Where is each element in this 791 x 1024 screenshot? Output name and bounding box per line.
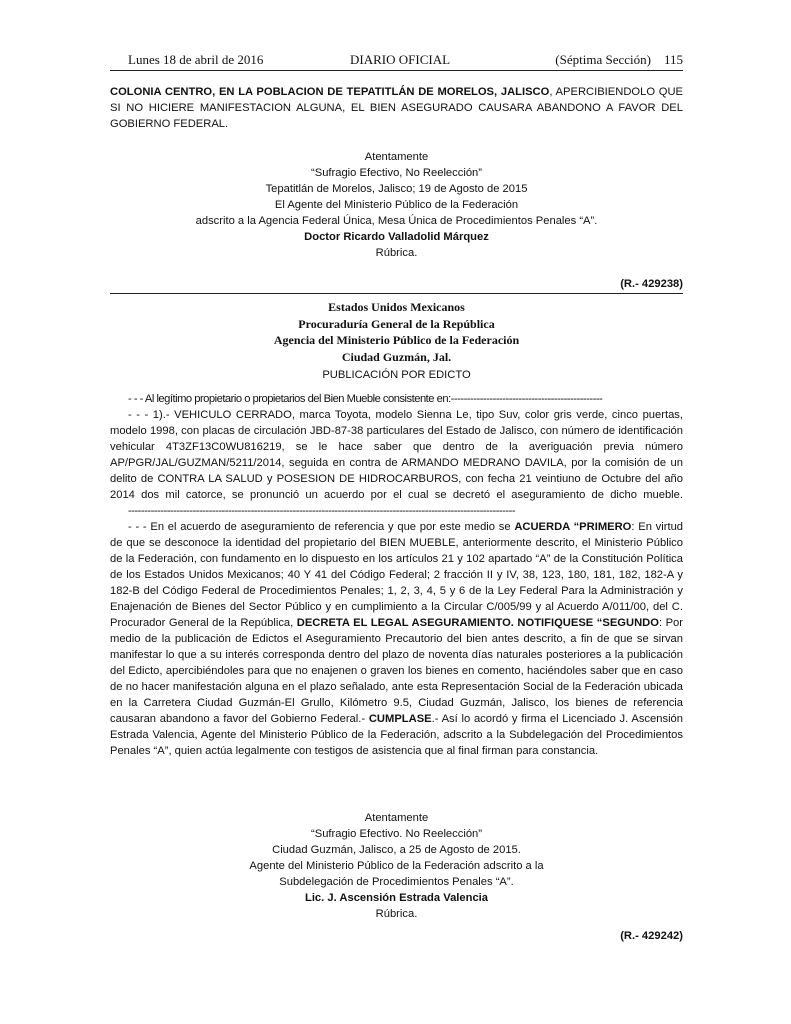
notice1-opening-bold: COLONIA CENTRO, EN LA POBLACION DE TEPATITLÁN DE MORELOS, JALISCO	[110, 86, 550, 98]
notice1-reference: (R.- 429238)	[620, 278, 683, 290]
notice2-heading-line: Procuraduría General de la República	[298, 316, 495, 331]
notice2-reference: (R.- 429242)	[620, 930, 683, 942]
para3-bold: CUMPLASE	[368, 713, 432, 725]
notice2-sign-line: Subdelegación de Procedimientos Penales “A”.	[279, 876, 514, 888]
notice2-rubrica: Rúbrica.	[375, 908, 418, 920]
notice1-sign-line: “Sufragio Efectivo, No Reelección”	[311, 167, 482, 179]
header-paper-name: DIARIO OFICIAL	[350, 52, 451, 67]
notice1-sign-line: Atentamente	[364, 151, 429, 163]
notice2-heading	[110, 299, 683, 365]
notice2-sign-line: “Sufragio Efectivo. No Reelección”	[311, 828, 482, 840]
para3-bold: DECRETA EL LEGAL ASEGURAMIENTO. NOTIFIQUESE “SEGUNDO	[296, 617, 659, 629]
notice2-para1: - - - Al legítimo propietario o propietarios del Bien Mueble consistente en:-----------------------------------------------	[128, 393, 603, 405]
notice1-rubrica: Rúbrica.	[375, 247, 418, 259]
notice2-para3	[110, 519, 683, 759]
notice1-sign-line: El Agente del Ministerio Público de la Federación	[274, 199, 519, 211]
notice2-heading-line: Estados Unidos Mexicanos	[328, 300, 465, 314]
para3-text: .- Así lo acordó y firma el Licenciado J. Ascensión Estrada Valencia, Agente del Ministerio Público de la Federación, adscrito a la Subdelegación del Procedimientos Penales “A”, quien actúa legalmente con testigos de asistencia que al final firman para constancia.	[110, 713, 683, 757]
notice1-signature	[110, 149, 683, 261]
para3-text: : En virtud de que se desconoce la identidad del propietario del BIEN MUEBLE, anteriormente descrito, el Ministerio Público de la Federación, con fundamento en lo dispuesto en los artículos 21 y 102 apartado “A” de la Constitución Política de los Estados Unidos Mexicanos; 40 Y 41 del Código Federal; 2 fracción II y IV, 38, 123, 180, 181, 182, 182-A y 182-B del Código Federal de Procedimientos Penales; 1, 2, 3, 4, 5 y 6 de la Ley Federal Para la Administración y Enajenación de Bienes del Sector Público y en cumplimiento a la Circular C/005/99 y al Acuerdo A/011/00, del C. Procurador General de la República,	[110, 521, 684, 629]
notice2-sign-line: Ciudad Guzmán, Jalisco, a 25 de Agosto de 2015.	[272, 844, 521, 856]
notice2-heading-line: Ciudad Guzmán, Jal.	[341, 349, 452, 364]
notice1-opening	[110, 84, 683, 132]
notice2-heading-line: Agencia del Ministerio Público de la Federación	[273, 333, 520, 347]
para3-text: : Por medio de la publicación de Edictos el Aseguramiento Precautorio del bien antes descrito, a fin de que se sirvan manifestar lo que a su interés corresponda dentro del plazo de noventa días naturales posteriores a la publicación del Edicto, apercibiéndoles para que no enajenen o graven los bienes en comento, haciéndoles saber que en caso de no hacer manifestación alguna en el plazo señalado, ante esta Representación Social de la Federación ubicada en la Carretera Ciudad Guzmán-El Grullo, Kilómetro 9.5, Ciudad Guzmán, Jalisco, los bienes de referencia causaran abandono a favor del Gobierno Federal.-	[110, 617, 683, 725]
notice2-sign-line: Atentamente	[364, 812, 429, 824]
notice1-sign-line: Tepatitlán de Morelos, Jalisco; 19 de Agosto de 2015	[265, 183, 528, 195]
notice-divider	[110, 293, 683, 294]
para3-text: - - - En el acuerdo de aseguramiento de referencia y que por este medio se	[128, 521, 515, 533]
notice2-body	[110, 391, 683, 759]
notice2-subheading: PUBLICACIÓN POR EDICTO	[322, 369, 471, 381]
header-section: (Séptima Sección)	[555, 52, 651, 67]
notice1-sign-line: adscrito a la Agencia Federal Única, Mesa Única de Procedimientos Penales “A”.	[195, 215, 598, 227]
notice2-signature	[110, 810, 683, 922]
page-header	[110, 50, 683, 71]
notice2-signer: Lic. J. Ascensión Estrada Valencia	[304, 892, 489, 904]
notice2-para2-dashes: ------------------------------------------------------------------------------------------------------------------------	[128, 505, 516, 517]
notice1-signer: Doctor Ricardo Valladolid Márquez	[304, 231, 489, 243]
header-date: Lunes 18 de abril de 2016	[128, 52, 264, 67]
para3-bold: ACUERDA “PRIMERO	[514, 521, 632, 533]
header-section-page	[555, 52, 683, 68]
notice2-para2	[110, 407, 683, 519]
notice1-opening-rest: , APERCIBIENDOLO QUE SI NO HICIERE MANIFESTACION ALGUNA, EL BIEN ASEGURADO CAUSARA ABANDONO A FAVOR DEL GOBIERNO FEDERAL.	[110, 86, 683, 130]
notice2-para2-text: - - - 1).- VEHICULO CERRADO, marca Toyota, modelo Sienna Le, tipo Suv, color gris verde, cinco puertas, modelo 1998, con placas de circulación JBD-87-38 particulares del Estado de Jalisco, con número de identificación vehicular 4T3ZF13C0WU816219, se le hace saber que dentro de la averiguación previa número AP/PGR/JAL/GUZMAN/5211/2014, seguida en contra de ARMANDO MEDRANO DAVILA, por la comisión de un delito de CONTRA LA SALUD y POSESION DE HIDROCARBUROS, con fecha 21 veintiuno de Octubre del año 2014 dos mil catorce, se pronunció un acuerdo por el cual se decretó el aseguramiento de dicho mueble.	[110, 409, 683, 501]
header-page-number: 115	[663, 52, 683, 67]
notice2-sign-line: Agente del Ministerio Público de la Federación adscrito a la	[249, 860, 544, 872]
